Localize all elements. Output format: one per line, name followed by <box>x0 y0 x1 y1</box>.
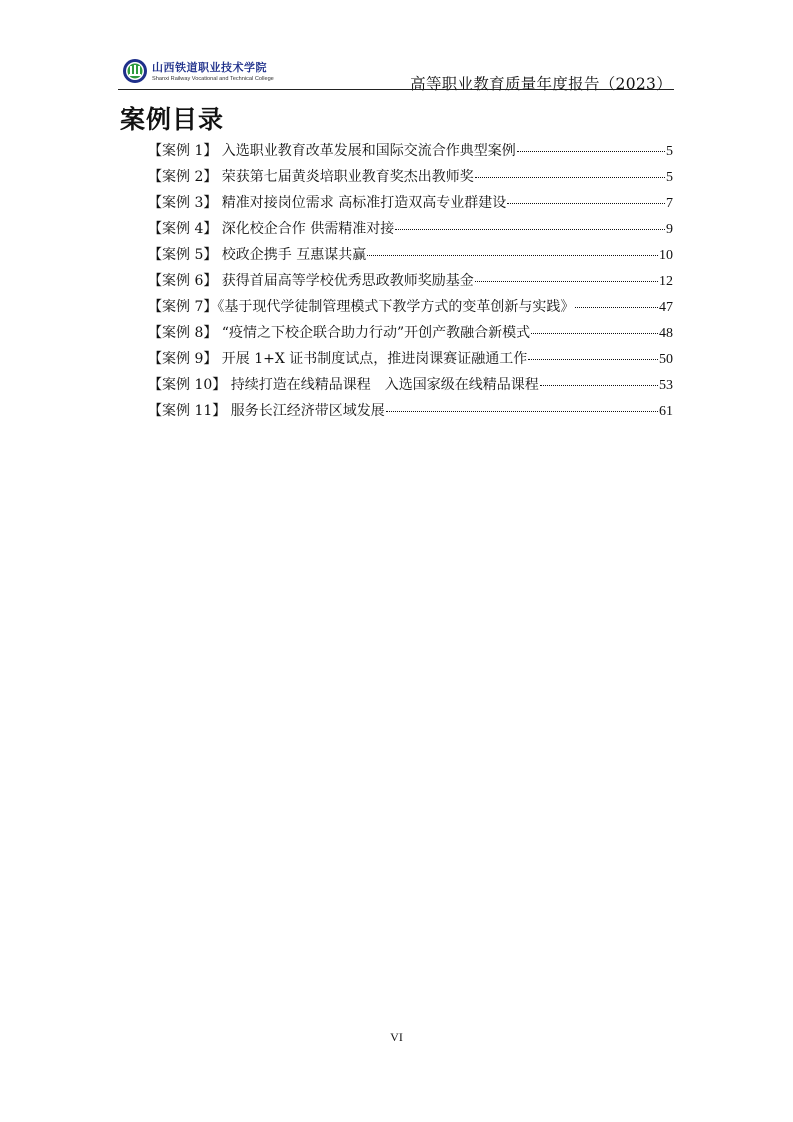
toc-entry[interactable] <box>148 140 673 166</box>
page-number: VI <box>390 1030 403 1044</box>
toc-entry-page: 48 <box>659 326 673 341</box>
toc-entry-label: 【案例 10】 持续打造在线精品课程 入选国家级在线精品课程 <box>148 377 539 393</box>
toc-leader-dots <box>475 281 658 282</box>
report-title: 高等职业教育质量年度报告（2023） <box>410 75 672 93</box>
college-logo-icon <box>122 58 148 84</box>
header-divider <box>118 89 674 90</box>
toc-entry[interactable] <box>148 322 673 348</box>
toc-entry-page: 47 <box>659 300 673 315</box>
toc-entry[interactable] <box>148 270 673 296</box>
toc-entry[interactable] <box>148 244 673 270</box>
toc-entry-page: 5 <box>666 170 673 185</box>
toc-leader-dots <box>531 333 658 334</box>
toc-entry-label: 【案例 8】 “疫情之下校企联合助力行动”开创产教融合新模式 <box>148 325 531 341</box>
toc-leader-dots <box>367 255 658 256</box>
toc-entry-page: 61 <box>659 404 673 419</box>
toc-entry-label: 【案例 2】 荣获第七届黄炎培职业教育奖杰出教师奖 <box>148 169 474 185</box>
toc-entry[interactable] <box>148 166 673 192</box>
toc-entry-label: 【案例 3】 精准对接岗位需求 高标准打造双高专业群建设 <box>148 195 507 211</box>
page-header <box>118 56 674 93</box>
college-logo-text <box>152 59 274 82</box>
toc-entry-label: 【案例 1】 入选职业教育改革发展和国际交流合作典型案例 <box>148 143 516 159</box>
toc-entry[interactable] <box>148 348 673 374</box>
toc-entry-label: 【案例 9】 开展 1+X 证书制度试点，推进岗课赛证融通工作 <box>148 351 528 367</box>
toc-entry-page: 5 <box>666 144 673 159</box>
toc-entry-page: 53 <box>659 378 673 393</box>
college-name-cn: 山西铁道职业技术学院 <box>152 61 267 74</box>
toc-leader-dots <box>395 229 665 230</box>
toc-leader-dots <box>386 411 658 412</box>
toc-leader-dots <box>475 177 665 178</box>
toc-entry[interactable] <box>148 400 673 426</box>
toc-entry-page: 7 <box>666 196 673 211</box>
toc-leader-dots <box>517 151 665 152</box>
toc-entry[interactable] <box>148 296 673 322</box>
college-name-en: Shanxi Railway Vocational and Technical College <box>152 76 274 82</box>
toc-entry[interactable] <box>148 374 673 400</box>
toc-leader-dots <box>507 203 665 204</box>
toc-entry-page: 10 <box>659 248 673 263</box>
toc-entry-page: 9 <box>666 222 673 237</box>
toc-entry-label: 【案例 5】 校政企携手 互惠谋共赢 <box>148 247 367 263</box>
toc-leader-dots <box>575 307 658 308</box>
toc-entry-label: 【案例 6】 获得首届高等学校优秀思政教师奖励基金 <box>148 273 474 289</box>
toc-leader-dots <box>528 359 658 360</box>
toc-entry-page: 50 <box>659 352 673 367</box>
toc-leader-dots <box>540 385 658 386</box>
toc-entry-page: 12 <box>659 274 673 289</box>
toc-entry-label: 【案例 7】《基于现代学徒制管理模式下教学方式的变革创新与实践》 <box>148 299 575 315</box>
toc-entry[interactable] <box>148 218 673 244</box>
toc-entry[interactable] <box>148 192 673 218</box>
toc-entry-label: 【案例 11】 服务长江经济带区域发展 <box>148 403 385 419</box>
page-title: 案例目录 <box>120 105 225 134</box>
toc-entry-label: 【案例 4】 深化校企合作 供需精准对接 <box>148 221 395 237</box>
case-table-of-contents <box>148 140 673 426</box>
